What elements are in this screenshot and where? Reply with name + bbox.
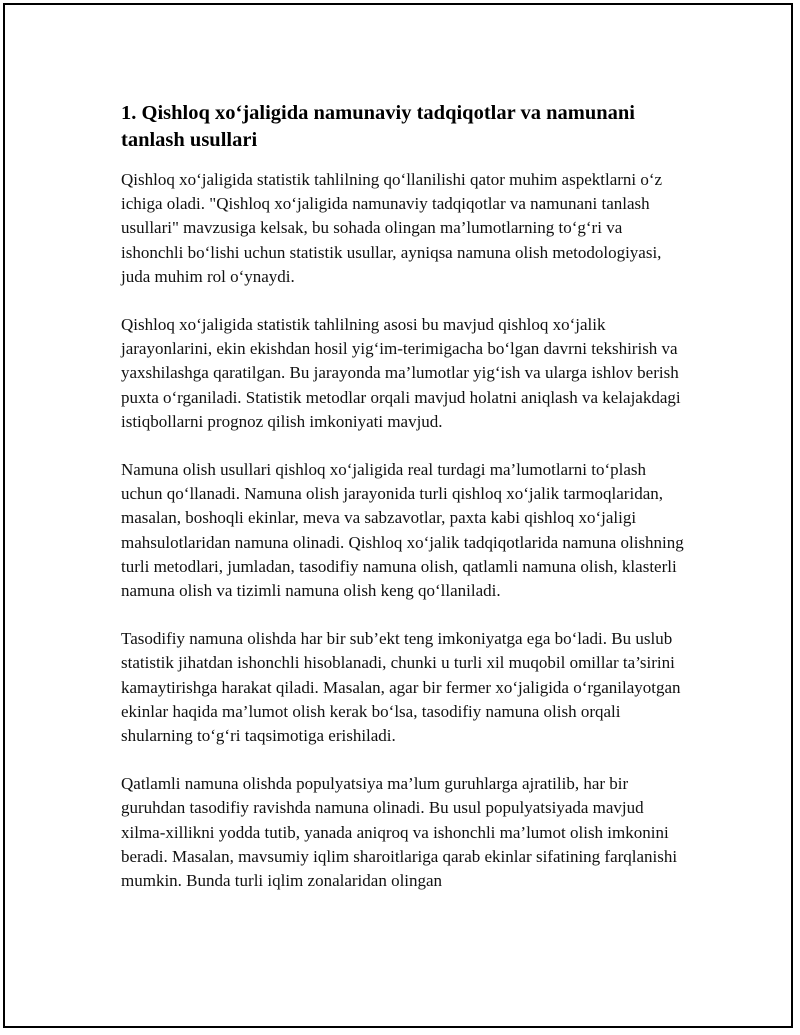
paragraph-5: Qatlamli namuna olishda populyatsiya ma’lum guruhlarga ajratilib, har bir guruhdan tasodifiy ravishda namuna olinadi. Bu usul populyatsiyada mavjud xilma-xillikni yodda tutib, yanada aniqroq va ishonchli ma’lumot olish imkonini beradi. Masalan, mavsumiy iqlim sharoitlariga qarab ekinlar sifatining farqlanishi mumkin. Bunda turli iqlim zonalaridan olingan — [121, 774, 678, 891]
section-heading: 1. Qishloq xo‘jaligida namunaviy tadqiqotlar va namunani tanlash usullari — [121, 102, 635, 151]
paragraph-2: Qishloq xo‘jaligida statistik tahlilning asosi bu mavjud qishloq xo‘jalik jarayonlarini, ekin ekishdan hosil yig‘im-terimigacha bo‘lgan davrni tekshirish va yaxshilashga qaratilgan. Bu jarayonda ma’lumotlar yig‘ish va ularga ishlov berish puxta o‘rganiladi. Statistik metodlar orqali mavjud holatni aniqlash va kelajakdagi istiqbollarni prognoz qilish imkoniyati mavjud. — [121, 315, 681, 431]
document-body — [121, 100, 686, 917]
paragraph-3: Namuna olish usullari qishloq xo‘jaligida real turdagi ma’lumotlarni to‘plash uchun qo‘llanadi. Namuna olish jarayonida turli qishloq xo‘jalik tarmoqlaridan, masalan, boshoqli ekinlar, meva va sabzavotlar, paxta kabi qishloq xo‘jaligi mahsulotlaridan namuna olinadi. Qishloq xo‘jalik tadqiqotlarida namuna olishning turli metodlari, jumladan, tasodifiy namuna olish, qatlamli namuna olish, klasterli namuna olish va tizimli namuna olish keng qo‘llaniladi. — [121, 460, 684, 601]
paragraph-1: Qishloq xo‘jaligida statistik tahlilning qo‘llanilishi qator muhim aspektlarni o‘z ichiga oladi. "Qishloq xo‘jaligida namunaviy tadqiqotlar va namunani tanlash usullari" mavzusiga kelsak, bu sohada olingan ma’lumotlarning to‘g‘ri va ishonchli bo‘lishi uchun statistik usullar, ayniqsa namuna olish metodologiyasi, juda muhim rol o‘ynaydi. — [121, 170, 663, 286]
paragraph-4: Tasodifiy namuna olishda har bir sub’ekt teng imkoniyatga ega bo‘ladi. Bu uslub statistik jihatdan ishonchli hisoblanadi, chunki u turli xil muqobil omillar ta’sirini kamaytirishga harakat qiladi. Masalan, agar bir fermer xo‘jaligida o‘rganilayotgan ekinlar haqida ma’lumot olish kerak bo‘lsa, tasodifiy namuna olish orqali shularning to‘g‘ri taqsimotiga erishiladi. — [121, 629, 681, 746]
page-frame — [3, 3, 793, 1028]
